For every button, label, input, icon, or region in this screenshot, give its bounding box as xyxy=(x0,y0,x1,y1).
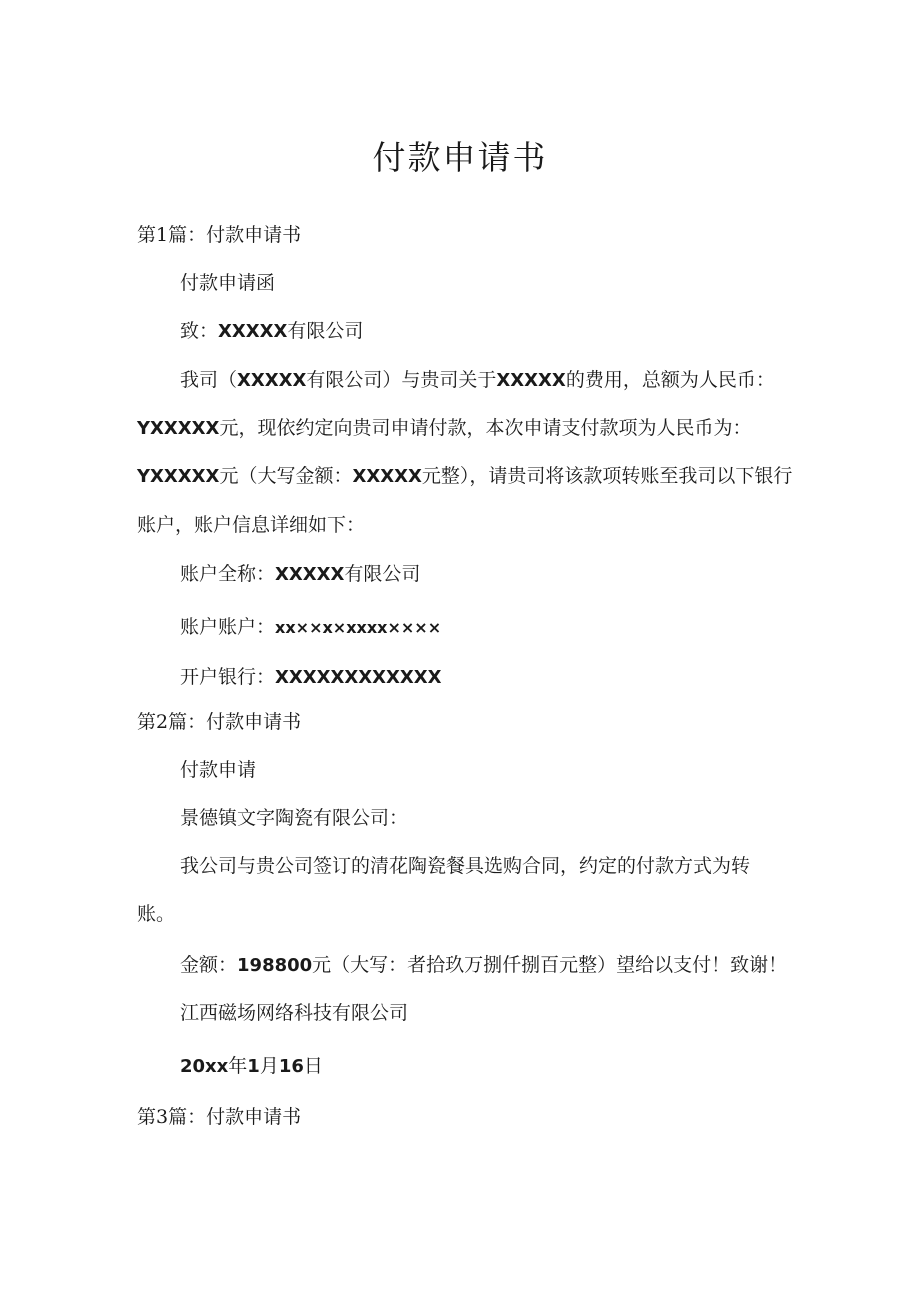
part2-amount xyxy=(180,952,787,979)
label: 账户账户： xyxy=(180,616,276,638)
part2-paragraph-line2: 账。 xyxy=(137,903,176,925)
part3-heading: 第3篇：付款申请书 xyxy=(137,1106,302,1128)
placeholder: XXXXX xyxy=(352,466,422,487)
part2-company: 江西磁场网络科技有限公司 xyxy=(180,1002,409,1024)
account-name xyxy=(180,561,420,588)
page-title: 付款申请书 xyxy=(372,138,548,177)
account-number xyxy=(180,614,441,641)
text: 元（大写：者拾玖万捌仟捌百元整）望给以支付！致谢！ xyxy=(312,954,788,976)
recipient-suffix: 有限公司 xyxy=(287,320,364,342)
text: 元，现依约定向贵司申请付款，本次申请支付款项为人民币为： xyxy=(219,417,752,439)
text: 我司（ xyxy=(180,369,238,391)
part2-recipient: 景德镇文字陶瓷有限公司： xyxy=(180,807,409,829)
text: 日 xyxy=(303,1055,323,1077)
date-day: 16 xyxy=(278,1056,304,1077)
part2-heading: 第2篇：付款申请书 xyxy=(137,711,302,733)
placeholder: YXXXXX xyxy=(137,418,220,439)
part1-paragraph-line3 xyxy=(137,463,792,490)
placeholder: XXXXXXXXXXXX xyxy=(275,667,442,688)
text: 年 xyxy=(228,1055,248,1077)
text: 元整），请贵司将该款项转账至我司以下银行 xyxy=(421,465,793,487)
text: 的费用，总额为人民币： xyxy=(565,369,775,391)
part1-paragraph-line4: 账户，账户信息详细如下： xyxy=(137,514,366,536)
recipient-placeholder: XXXXX xyxy=(218,321,288,342)
recipient-label: 致： xyxy=(180,320,219,342)
part1-heading: 第1篇：付款申请书 xyxy=(137,224,302,246)
text: 有限公司）与贵司关于 xyxy=(306,369,497,391)
placeholder: XXXXX xyxy=(237,370,307,391)
part1-paragraph-line2 xyxy=(137,415,751,442)
part1-subtitle: 付款申请函 xyxy=(180,272,276,294)
part2-paragraph-line1: 我公司与贵公司签订的清花陶瓷餐具选购合同，约定的付款方式为转 xyxy=(180,855,751,877)
text: 有限公司 xyxy=(344,563,421,585)
text: 元（大写金额： xyxy=(219,465,353,487)
date-year: 20xx xyxy=(180,1056,229,1077)
bank-name xyxy=(180,664,442,691)
part2-subtitle: 付款申请 xyxy=(180,759,257,781)
placeholder: XXXXX xyxy=(496,370,566,391)
part2-date xyxy=(180,1053,323,1080)
part1-recipient xyxy=(180,318,363,345)
placeholder: YXXXXX xyxy=(137,466,220,487)
placeholder: XXXXX xyxy=(275,564,345,585)
label: 账户全称： xyxy=(180,563,276,585)
text: 月 xyxy=(259,1055,279,1077)
date-month: 1 xyxy=(247,1056,260,1077)
part1-paragraph-line1 xyxy=(180,367,775,394)
label: 开户银行： xyxy=(180,666,276,688)
placeholder: xx××x×xxxx×××× xyxy=(275,618,442,637)
amount-value: 198800 xyxy=(237,955,313,976)
label: 金额： xyxy=(180,954,238,976)
